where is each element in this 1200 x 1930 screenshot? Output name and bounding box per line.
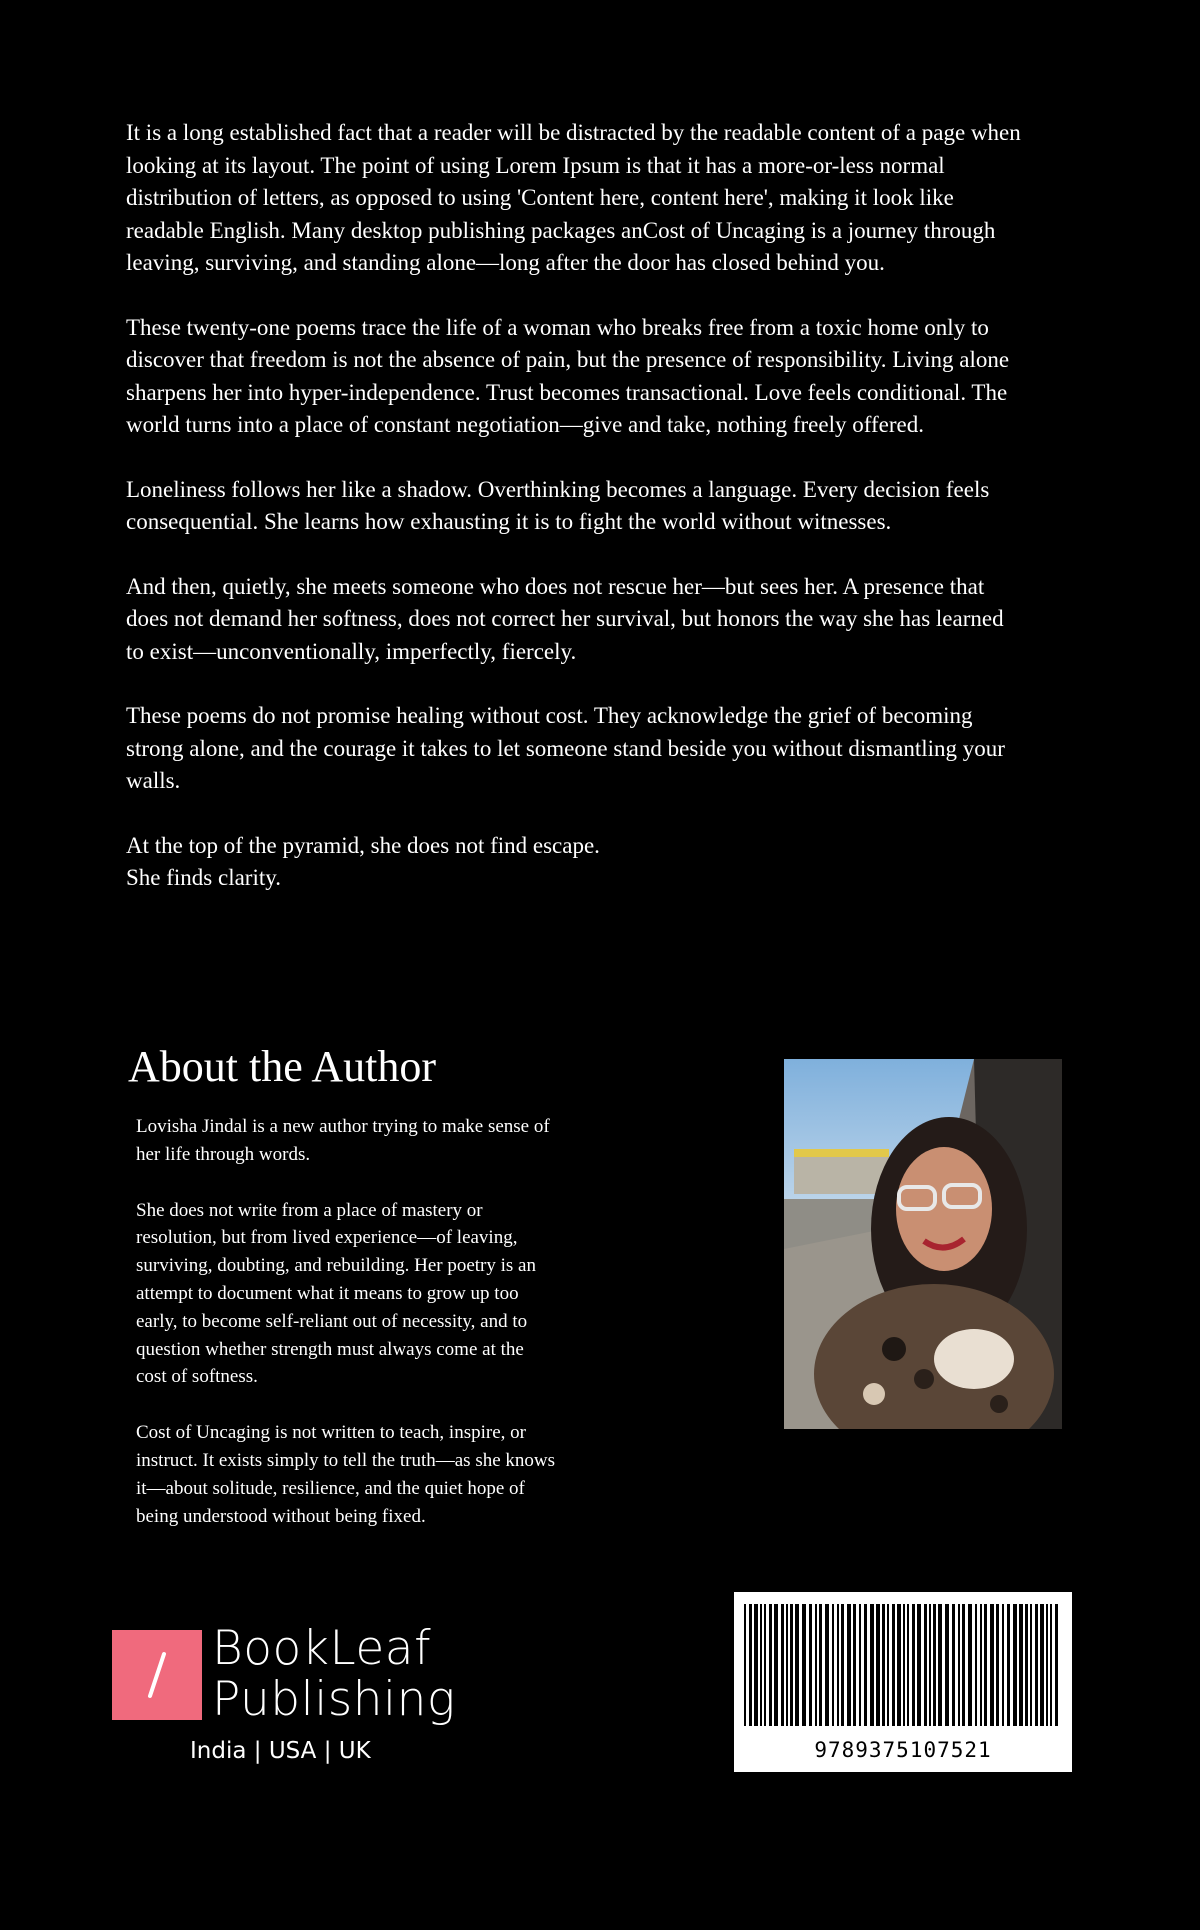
blurb-paragraph: It is a long established fact that a reader will be distracted by the readable content of a page when looking at its layout. The point of using Lorem Ipsum is that it has a more-or-less normal distribution of letters, as opposed to using 'Content here, content here', making it look like readable English. Many desktop publishing packages anCost of Uncaging is a journey through leaving, surviving, and standing alone—long after the door has closed behind you. bbox=[126, 120, 1021, 275]
barcode-bar bbox=[809, 1604, 812, 1726]
isbn-number: 9789375107521 bbox=[814, 1738, 992, 1762]
publisher-regions: India | USA | UK bbox=[190, 1738, 371, 1764]
barcode-bar bbox=[876, 1604, 880, 1726]
barcode-bar bbox=[819, 1604, 822, 1726]
barcode-bar bbox=[933, 1604, 936, 1726]
blurb-paragraph: These poems do not promise healing without cost. They acknowledge the grief of becoming strong alone, and the courage it takes to let someone stand beside you without dismantling your walls. bbox=[126, 703, 1005, 793]
barcode-bar bbox=[841, 1604, 844, 1726]
isbn-barcode bbox=[734, 1592, 1072, 1772]
barcode-bar bbox=[1035, 1604, 1038, 1726]
barcode-bar bbox=[907, 1604, 909, 1726]
back-cover-blurb bbox=[126, 117, 1026, 895]
barcode-bar bbox=[781, 1604, 784, 1726]
barcode-bar bbox=[912, 1604, 915, 1726]
barcode-bar bbox=[929, 1604, 931, 1726]
barcode-bar bbox=[790, 1604, 793, 1726]
barcode-bar bbox=[968, 1604, 972, 1726]
barcode-bar bbox=[764, 1604, 766, 1726]
barcode-bar bbox=[984, 1604, 987, 1726]
barcode-bar bbox=[1055, 1604, 1058, 1726]
barcode-bar bbox=[1019, 1604, 1023, 1726]
barcode-bar bbox=[958, 1604, 960, 1726]
barcode-bar bbox=[859, 1604, 861, 1726]
barcode-bar bbox=[952, 1604, 955, 1726]
barcode-bar bbox=[924, 1604, 927, 1726]
barcode-bar bbox=[749, 1604, 752, 1726]
barcode-bar bbox=[938, 1604, 942, 1726]
barcode-bars bbox=[734, 1592, 1072, 1734]
barcode-bar bbox=[786, 1604, 788, 1726]
barcode-bar bbox=[837, 1604, 839, 1726]
barcode-bar bbox=[847, 1604, 851, 1726]
barcode-bar bbox=[1046, 1604, 1048, 1726]
publisher-logo-text bbox=[212, 1623, 456, 1725]
bio-paragraph: Lovisha Jindal is a new author trying to make sense of her life through words. bbox=[136, 1116, 550, 1165]
barcode-bar bbox=[744, 1604, 746, 1726]
barcode-bar bbox=[1040, 1604, 1044, 1726]
bookleaf-logo-icon bbox=[112, 1630, 202, 1720]
barcode-bar bbox=[774, 1604, 778, 1726]
barcode-bar bbox=[1030, 1604, 1032, 1726]
barcode-bar bbox=[870, 1604, 874, 1726]
author-photo bbox=[784, 1059, 1062, 1429]
barcode-bar bbox=[897, 1604, 901, 1726]
barcode-bar bbox=[980, 1604, 982, 1726]
barcode-bar bbox=[887, 1604, 889, 1726]
barcode-bar bbox=[1050, 1604, 1052, 1726]
barcode-bar bbox=[975, 1604, 977, 1726]
barcode-bar bbox=[990, 1604, 994, 1726]
blurb-paragraph: Loneliness follows her like a shadow. Overthinking becomes a language. Every decision feels consequential. She learns how exhausting it is to fight the world without witnesses. bbox=[126, 476, 990, 534]
barcode-bar bbox=[825, 1604, 829, 1726]
barcode-bar bbox=[892, 1604, 895, 1726]
closing-line-2: She finds clarity. bbox=[126, 865, 282, 890]
barcode-bar bbox=[853, 1604, 856, 1726]
about-author-heading: About the Author bbox=[128, 1042, 436, 1091]
barcode-bar bbox=[996, 1604, 999, 1726]
barcode-bar bbox=[917, 1604, 921, 1726]
barcode-bar bbox=[815, 1604, 817, 1726]
barcode-bar bbox=[903, 1604, 905, 1726]
barcode-bar bbox=[864, 1604, 867, 1726]
barcode-bar bbox=[945, 1604, 949, 1726]
publisher-name-line-1: BookLeaf bbox=[212, 1621, 432, 1676]
blurb-closing bbox=[126, 830, 1026, 895]
barcode-bar bbox=[1025, 1604, 1028, 1726]
blurb-paragraph: And then, quietly, she meets someone who does not rescue her—but sees her. A presence that does not demand her softness, does not correct her survival, but honors the way she has learned to exist—unconventionally, imperfectly, fiercely. bbox=[126, 573, 1004, 664]
blurb-paragraph: These twenty-one poems trace the life of a woman who breaks free from a toxic home only to discover that freedom is not the absence of pain, but the presence of responsibility. Living alone sharpens her into hyper-independence. Trust becomes transactional. Love feels conditional. The world turns into a place of constant negotiation—give and take, nothing freely offered. bbox=[126, 314, 1010, 437]
barcode-bar bbox=[1007, 1604, 1010, 1726]
barcode-bar bbox=[1002, 1604, 1004, 1726]
publisher-name-line-2: Publishing bbox=[212, 1672, 456, 1727]
barcode-bar bbox=[882, 1604, 885, 1726]
bio-paragraph: Cost of Uncaging is not written to teach, inspire, or instruct. It exists simply to tell the truth—as she knows it—about solitude, resilience, and the quiet hope of being understood without being fixed. bbox=[136, 1422, 556, 1527]
author-bio bbox=[136, 1113, 556, 1530]
bio-paragraph: She does not write from a place of mastery or resolution, but from lived experience—of leaving, surviving, doubting, and rebuilding. Her poetry is an attempt to document what it means to grow up too early, to become self-reliant out of necessity, and to question whether strength must always come at the cost of softness. bbox=[136, 1199, 536, 1388]
barcode-bar bbox=[760, 1604, 762, 1726]
barcode-bar bbox=[802, 1604, 806, 1726]
barcode-bar bbox=[832, 1604, 834, 1726]
barcode-bar bbox=[1013, 1604, 1017, 1726]
closing-line-1: At the top of the pyramid, she does not find escape. bbox=[126, 832, 600, 858]
barcode-bar bbox=[962, 1604, 965, 1726]
barcode-bar bbox=[754, 1604, 758, 1726]
barcode-bar bbox=[795, 1604, 799, 1726]
barcode-bar bbox=[769, 1604, 772, 1726]
